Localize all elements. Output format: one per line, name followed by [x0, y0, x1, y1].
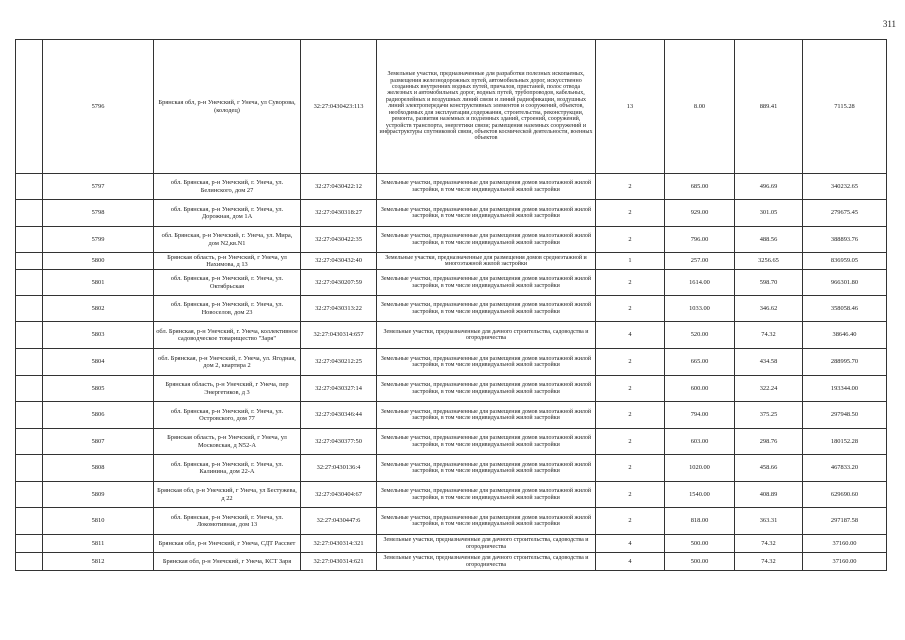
- blank-cell: [16, 174, 43, 200]
- area-cell: 1033.00: [665, 296, 735, 322]
- area-cell: 600.00: [665, 376, 735, 402]
- address-cell: Брянская обл, р-н Унечский, г Унеча, ул Бестужева, д 22: [154, 482, 301, 508]
- address-cell: обл. Брянская, р-н Унечский, г. Унеча, ул. Белинского, дом 27: [154, 174, 301, 200]
- specific-value-cell: 458.66: [735, 455, 803, 482]
- land-use-cell: Земельные участки, предназначенные для размещения домов малоэтажной жилой застройки, в том числе индивидуальной жилой застройки: [377, 402, 596, 429]
- row-number-cell: 5799: [43, 227, 154, 253]
- table-row: [16, 270, 887, 296]
- land-use-cell: Земельные участки, предназначенные для размещения домов малоэтажной жилой застройки, в том числе индивидуальной жилой застройки: [377, 349, 596, 376]
- blank-cell: [16, 402, 43, 429]
- address-cell: Брянская область, р-н Унечский, г Унеча, ул Нахимова, д 13: [154, 253, 301, 270]
- blank-cell: [16, 322, 43, 349]
- cadastral-number-cell: 32:27:0430422:12: [301, 174, 377, 200]
- cadastral-number-cell: 32:27:0430314:657: [301, 322, 377, 349]
- table-row: [16, 508, 887, 535]
- row-number-cell: 5797: [43, 174, 154, 200]
- cadastral-value-cell: 467833.20: [803, 455, 887, 482]
- cadastral-value-table: [15, 39, 887, 571]
- table-row: [16, 253, 887, 270]
- address-cell: обл. Брянская, р-н Унечский, г. Унеча, ул. Калинина, дом 22-А: [154, 455, 301, 482]
- cadastral-number-cell: 32:27:0430314:321: [301, 535, 377, 553]
- land-use-cell: Земельные участки, предназначенные для размещения домов малоэтажной жилой застройки, в том числе индивидуальной жилой застройки: [377, 296, 596, 322]
- area-cell: 818.00: [665, 508, 735, 535]
- area-cell: 796.00: [665, 227, 735, 253]
- address-cell: обл. Брянская, р-н Унечский, г. Унеча, ул. Локомотивная, дом 13: [154, 508, 301, 535]
- table-row: [16, 429, 887, 455]
- cadastral-number-cell: 32:27:0430212:25: [301, 349, 377, 376]
- land-use-cell: Земельные участки, предназначенные для размещения домов малоэтажной жилой застройки, в том числе индивидуальной жилой застройки: [377, 174, 596, 200]
- specific-value-cell: 322.24: [735, 376, 803, 402]
- row-number-cell: 5796: [43, 40, 154, 174]
- row-number-cell: 5810: [43, 508, 154, 535]
- row-number-cell: 5808: [43, 455, 154, 482]
- table-row: [16, 535, 887, 553]
- cadastral-value-cell: 37160.00: [803, 535, 887, 553]
- blank-cell: [16, 200, 43, 227]
- group-cell: 13: [596, 40, 665, 174]
- specific-value-cell: 434.58: [735, 349, 803, 376]
- specific-value-cell: 889.41: [735, 40, 803, 174]
- page-number: 311: [882, 19, 896, 29]
- area-cell: 929.00: [665, 200, 735, 227]
- address-cell: обл. Брянская, р-н Унечский, г. Унеча, коллективное садоводческое товарищество "Заря": [154, 322, 301, 349]
- row-number-cell: 5807: [43, 429, 154, 455]
- cadastral-value-cell: 180152.28: [803, 429, 887, 455]
- cadastral-number-cell: 32:27:0430422:35: [301, 227, 377, 253]
- blank-cell: [16, 253, 43, 270]
- blank-cell: [16, 508, 43, 535]
- address-cell: Брянская обл, р-н Унечский, г Унеча, КСТ Заря: [154, 553, 301, 571]
- cadastral-number-cell: 32:27:0430404:67: [301, 482, 377, 508]
- land-use-cell: Земельные участки, предназначенные для размещения домов малоэтажной жилой застройки, в том числе индивидуальной жилой застройки: [377, 376, 596, 402]
- group-cell: 2: [596, 482, 665, 508]
- blank-cell: [16, 482, 43, 508]
- table-row: [16, 40, 887, 174]
- group-cell: 2: [596, 455, 665, 482]
- address-cell: обл. Брянская, р-н Унечский, г. Унеча, ул. Новоселов, дом 23: [154, 296, 301, 322]
- cadastral-number-cell: 32:27:0430314:621: [301, 553, 377, 571]
- row-number-cell: 5809: [43, 482, 154, 508]
- address-cell: Брянская обл, р-н Унечский, г Унеча, ул Суворова, (колодец): [154, 40, 301, 174]
- blank-cell: [16, 227, 43, 253]
- group-cell: 2: [596, 227, 665, 253]
- cadastral-value-cell: 629690.60: [803, 482, 887, 508]
- specific-value-cell: 74.32: [735, 553, 803, 571]
- blank-cell: [16, 553, 43, 571]
- area-cell: 1614.00: [665, 270, 735, 296]
- cadastral-value-cell: 279675.45: [803, 200, 887, 227]
- blank-cell: [16, 296, 43, 322]
- row-number-cell: 5800: [43, 253, 154, 270]
- cadastral-value-cell: 7115.28: [803, 40, 887, 174]
- blank-cell: [16, 535, 43, 553]
- land-use-cell: Земельные участки, предназначенные для дачного строительства, садоводства и огородничества: [377, 553, 596, 571]
- land-use-cell: Земельные участки, предназначенные для размещения домов малоэтажной жилой застройки, в том числе индивидуальной жилой застройки: [377, 455, 596, 482]
- cadastral-value-cell: 297948.50: [803, 402, 887, 429]
- cadastral-number-cell: 32:27:0430327:14: [301, 376, 377, 402]
- cadastral-value-cell: 193344.00: [803, 376, 887, 402]
- group-cell: 2: [596, 174, 665, 200]
- specific-value-cell: 408.89: [735, 482, 803, 508]
- area-cell: 1020.00: [665, 455, 735, 482]
- blank-cell: [16, 376, 43, 402]
- row-number-cell: 5803: [43, 322, 154, 349]
- table-row: [16, 174, 887, 200]
- row-number-cell: 5798: [43, 200, 154, 227]
- area-cell: 257.00: [665, 253, 735, 270]
- cadastral-value-cell: 37160.00: [803, 553, 887, 571]
- group-cell: 2: [596, 200, 665, 227]
- row-number-cell: 5806: [43, 402, 154, 429]
- group-cell: 4: [596, 322, 665, 349]
- row-number-cell: 5805: [43, 376, 154, 402]
- area-cell: 1540.00: [665, 482, 735, 508]
- table-row: [16, 200, 887, 227]
- area-cell: 500.00: [665, 553, 735, 571]
- table-row: [16, 349, 887, 376]
- address-cell: обл. Брянская, р-н Унечский, г. Унеча, ул. Ягодная, дом 2, квартира 2: [154, 349, 301, 376]
- specific-value-cell: 363.31: [735, 508, 803, 535]
- land-use-cell: Земельные участки, предназначенные для дачного строительства, садоводства и огородничества: [377, 535, 596, 553]
- specific-value-cell: 3256.65: [735, 253, 803, 270]
- table-row: [16, 227, 887, 253]
- specific-value-cell: 74.32: [735, 322, 803, 349]
- area-cell: 8.00: [665, 40, 735, 174]
- specific-value-cell: 301.05: [735, 200, 803, 227]
- row-number-cell: 5802: [43, 296, 154, 322]
- group-cell: 2: [596, 349, 665, 376]
- land-use-cell: Земельные участки, предназначенные для дачного строительства, садоводства и огородничества: [377, 322, 596, 349]
- group-cell: 2: [596, 402, 665, 429]
- group-cell: 2: [596, 429, 665, 455]
- cadastral-number-cell: 32:27:0430136:4: [301, 455, 377, 482]
- land-use-cell: Земельные участки, предназначенные для размещения домов малоэтажной жилой застройки, в том числе индивидуальной жилой застройки: [377, 270, 596, 296]
- cadastral-value-cell: 388893.76: [803, 227, 887, 253]
- land-use-cell: Земельные участки, предназначенные для размещения домов малоэтажной жилой застройки, в том числе индивидуальной жилой застройки: [377, 227, 596, 253]
- land-use-cell: Земельные участки, предназначенные для размещения домов малоэтажной жилой застройки, в том числе индивидуальной жилой застройки: [377, 429, 596, 455]
- row-number-cell: 5812: [43, 553, 154, 571]
- blank-cell: [16, 429, 43, 455]
- land-use-cell: Земельные участки, предназначенные для размещения домов среднеэтажной и многоэтажной жилой застройки: [377, 253, 596, 270]
- address-cell: Брянская обл, р-н Унечский, г Унеча, СДТ Рассвет: [154, 535, 301, 553]
- group-cell: 4: [596, 535, 665, 553]
- cadastral-number-cell: 32:27:0430318:27: [301, 200, 377, 227]
- table-row: [16, 376, 887, 402]
- area-cell: 685.00: [665, 174, 735, 200]
- row-number-cell: 5801: [43, 270, 154, 296]
- address-cell: Брянская область, р-н Унечский, г Унеча, пер Энергетиков, д 3: [154, 376, 301, 402]
- area-cell: 500.00: [665, 535, 735, 553]
- table-row: [16, 455, 887, 482]
- table-row: [16, 322, 887, 349]
- cadastral-value-cell: 966301.80: [803, 270, 887, 296]
- specific-value-cell: 496.69: [735, 174, 803, 200]
- address-cell: обл. Брянская, р-н Унечский, г. Унеча, ул. Октябрьская: [154, 270, 301, 296]
- group-cell: 1: [596, 253, 665, 270]
- cadastral-value-cell: 38646.40: [803, 322, 887, 349]
- cadastral-number-cell: 32:27:0430377:50: [301, 429, 377, 455]
- address-cell: обл. Брянская, р-н Унечский, г. Унеча, ул. Дорожная, дом 1А: [154, 200, 301, 227]
- land-use-cell: Земельные участки, предназначенные для размещения домов малоэтажной жилой застройки, в том числе индивидуальной жилой застройки: [377, 200, 596, 227]
- land-use-cell: Земельные участки, предназначенные для размещения домов малоэтажной жилой застройки, в том числе индивидуальной жилой застройки: [377, 508, 596, 535]
- specific-value-cell: 298.76: [735, 429, 803, 455]
- table-row: [16, 553, 887, 571]
- specific-value-cell: 488.56: [735, 227, 803, 253]
- table-row: [16, 402, 887, 429]
- specific-value-cell: 375.25: [735, 402, 803, 429]
- area-cell: 665.00: [665, 349, 735, 376]
- area-cell: 603.00: [665, 429, 735, 455]
- cadastral-value-cell: 297187.58: [803, 508, 887, 535]
- specific-value-cell: 346.62: [735, 296, 803, 322]
- address-cell: обл. Брянская, р-н Унечский, г. Унеча, ул. Островского, дом 77: [154, 402, 301, 429]
- area-cell: 520.00: [665, 322, 735, 349]
- table-row: [16, 482, 887, 508]
- group-cell: 4: [596, 553, 665, 571]
- blank-cell: [16, 270, 43, 296]
- group-cell: 2: [596, 270, 665, 296]
- address-cell: обл. Брянская, р-н Унечский, г. Унеча, ул. Мира, дом N2,кв.N1: [154, 227, 301, 253]
- blank-cell: [16, 455, 43, 482]
- cadastral-number-cell: 32:27:0430207:59: [301, 270, 377, 296]
- specific-value-cell: 598.70: [735, 270, 803, 296]
- cadastral-number-cell: 32:27:0430346:44: [301, 402, 377, 429]
- address-cell: Брянская область, р-н Унечский, г Унеча, ул Московская, д N52-А: [154, 429, 301, 455]
- blank-cell: [16, 349, 43, 376]
- land-use-cell: Земельные участки, предназначенные для размещения домов малоэтажной жилой застройки, в том числе индивидуальной жилой застройки: [377, 482, 596, 508]
- specific-value-cell: 74.32: [735, 535, 803, 553]
- cadastral-number-cell: 32:27:0430447:6: [301, 508, 377, 535]
- cadastral-number-cell: 32:27:0430432:40: [301, 253, 377, 270]
- cadastral-value-cell: 340232.65: [803, 174, 887, 200]
- cadastral-value-cell: 358058.46: [803, 296, 887, 322]
- cadastral-number-cell: 32:27:0430313:22: [301, 296, 377, 322]
- group-cell: 2: [596, 376, 665, 402]
- cadastral-number-cell: 32:27:0430423:113: [301, 40, 377, 174]
- cadastral-value-cell: 288995.70: [803, 349, 887, 376]
- blank-cell: [16, 40, 43, 174]
- area-cell: 794.00: [665, 402, 735, 429]
- row-number-cell: 5804: [43, 349, 154, 376]
- cadastral-value-cell: 836959.05: [803, 253, 887, 270]
- land-use-cell: Земельные участки, предназначенные для разработки полезных ископаемых, размещения железнодорожных путей, автомобильных дорог, искусственно созданных внутренних водных путей, причалов, пристаней, полос отвода железных и автомобильных дорог, водных путей, трубопроводов, кабельных, радиорелейных и воздушных линий связи и линий радиофикации, воздушных линий электропередачи конструктивных элементов и сооружений, объектов, необходимых для эксплуатации,содержания, строительства, реконструкции, ремонта, развития наземных и подземных зданий, строений, сооружений, устройств транспорта, энергетики связи; размещения наземных сооружений и инфраструктуры спутниковой связи, объектов космической деятельности, военных объектов: [377, 40, 596, 174]
- row-number-cell: 5811: [43, 535, 154, 553]
- group-cell: 2: [596, 296, 665, 322]
- table-row: [16, 296, 887, 322]
- group-cell: 2: [596, 508, 665, 535]
